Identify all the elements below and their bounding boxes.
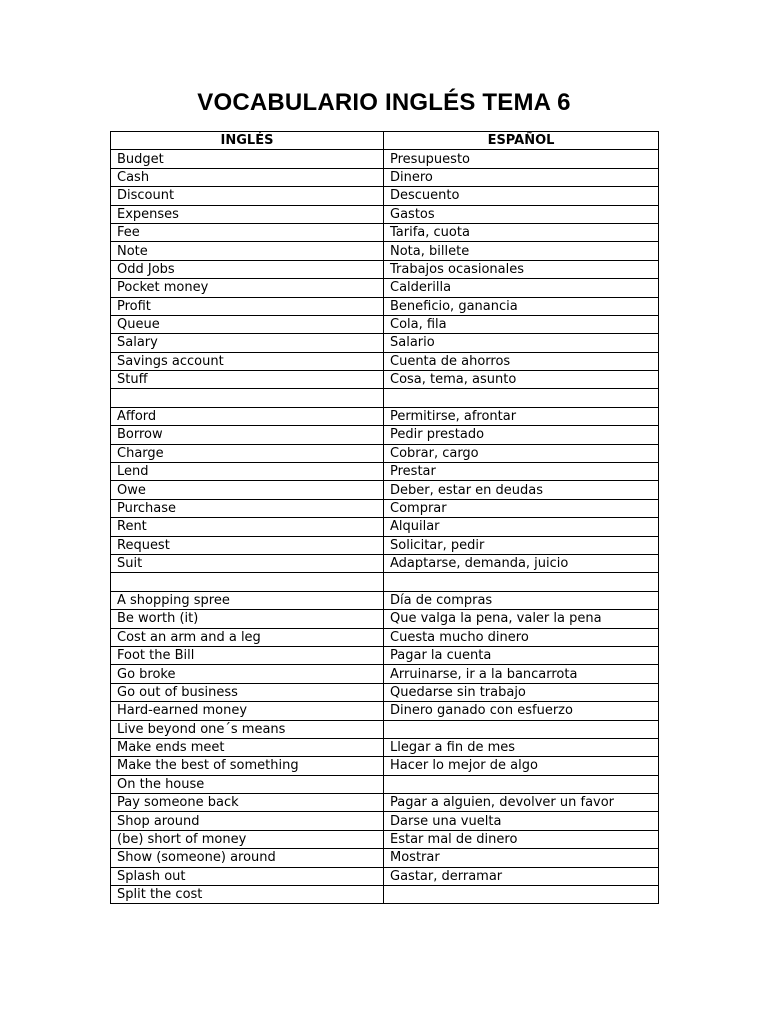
spanish-translation-cell: Adaptarse, demanda, juicio	[384, 554, 659, 572]
english-term-cell: Queue	[111, 315, 384, 333]
spanish-translation-cell: Cobrar, cargo	[384, 444, 659, 462]
english-term-cell: Fee	[111, 223, 384, 241]
english-term-cell: Pocket money	[111, 279, 384, 297]
spanish-translation-cell	[384, 886, 659, 904]
english-term-cell	[111, 389, 384, 407]
spanish-translation-cell: Calderilla	[384, 279, 659, 297]
english-term-cell: Savings account	[111, 352, 384, 370]
table-row	[111, 168, 659, 186]
table-row	[111, 260, 659, 278]
spanish-translation-cell	[384, 573, 659, 591]
english-term-cell: Go broke	[111, 665, 384, 683]
table-row	[111, 573, 659, 591]
table-row	[111, 628, 659, 646]
table-row	[111, 297, 659, 315]
table-row	[111, 407, 659, 425]
english-term-cell: Cost an arm and a leg	[111, 628, 384, 646]
spanish-translation-cell: Dinero ganado con esfuerzo	[384, 702, 659, 720]
english-term-cell: Odd Jobs	[111, 260, 384, 278]
english-term-cell: Go out of business	[111, 683, 384, 701]
english-term-cell: Lend	[111, 463, 384, 481]
spanish-translation-cell: Darse una vuelta	[384, 812, 659, 830]
table-row	[111, 757, 659, 775]
spanish-translation-cell: Pedir prestado	[384, 426, 659, 444]
table-row	[111, 591, 659, 609]
table-row	[111, 775, 659, 793]
table-row	[111, 352, 659, 370]
spanish-translation-cell: Gastos	[384, 205, 659, 223]
spanish-translation-cell: Gastar, derramar	[384, 867, 659, 885]
spanish-translation-cell: Que valga la pena, valer la pena	[384, 610, 659, 628]
table-row	[111, 279, 659, 297]
table-row	[111, 518, 659, 536]
table-row	[111, 738, 659, 756]
spanish-translation-cell: Cosa, tema, asunto	[384, 371, 659, 389]
spanish-translation-cell: Trabajos ocasionales	[384, 260, 659, 278]
spanish-translation-cell: Deber, estar en deudas	[384, 481, 659, 499]
english-term-cell: A shopping spree	[111, 591, 384, 609]
spanish-translation-cell: Pagar la cuenta	[384, 646, 659, 664]
table-row	[111, 444, 659, 462]
english-term-cell: Note	[111, 242, 384, 260]
english-term-cell: Profit	[111, 297, 384, 315]
table-row	[111, 463, 659, 481]
english-term-cell: (be) short of money	[111, 830, 384, 848]
spanish-translation-cell: Prestar	[384, 463, 659, 481]
english-term-cell: Purchase	[111, 499, 384, 517]
english-term-cell: Cash	[111, 168, 384, 186]
english-term-cell: Make the best of something	[111, 757, 384, 775]
table-row	[111, 646, 659, 664]
english-term-cell: Charge	[111, 444, 384, 462]
table-row	[111, 389, 659, 407]
spanish-translation-cell: Descuento	[384, 187, 659, 205]
table-row	[111, 536, 659, 554]
spanish-translation-cell	[384, 775, 659, 793]
table-row	[111, 371, 659, 389]
spanish-translation-cell: Beneficio, ganancia	[384, 297, 659, 315]
table-body	[111, 150, 659, 904]
page-title: VOCABULARIO INGLÉS TEMA 6	[197, 89, 571, 116]
spanish-translation-cell: Cola, fila	[384, 315, 659, 333]
spanish-translation-cell: Arruinarse, ir a la bancarrota	[384, 665, 659, 683]
spanish-translation-cell: Estar mal de dinero	[384, 830, 659, 848]
table-row	[111, 849, 659, 867]
table-row	[111, 554, 659, 572]
table-header-row	[111, 132, 659, 150]
table-row	[111, 720, 659, 738]
english-term-cell	[111, 573, 384, 591]
english-term-cell: Live beyond one´s means	[111, 720, 384, 738]
english-term-cell: Afford	[111, 407, 384, 425]
english-term-cell: Rent	[111, 518, 384, 536]
table-row	[111, 683, 659, 701]
english-term-cell: Stuff	[111, 371, 384, 389]
table-row	[111, 812, 659, 830]
spanish-translation-cell: Salario	[384, 334, 659, 352]
table-row	[111, 702, 659, 720]
english-term-cell: On the house	[111, 775, 384, 793]
table-row	[111, 794, 659, 812]
english-term-cell: Hard-earned money	[111, 702, 384, 720]
table-row	[111, 886, 659, 904]
table-row	[111, 150, 659, 168]
spanish-translation-cell: Hacer lo mejor de algo	[384, 757, 659, 775]
english-term-cell: Discount	[111, 187, 384, 205]
column-header-spanish: ESPAÑOL	[384, 132, 659, 150]
english-term-cell: Budget	[111, 150, 384, 168]
table-row	[111, 315, 659, 333]
spanish-translation-cell: Solicitar, pedir	[384, 536, 659, 554]
table-row	[111, 334, 659, 352]
english-term-cell: Split the cost	[111, 886, 384, 904]
spanish-translation-cell: Pagar a alguien, devolver un favor	[384, 794, 659, 812]
english-term-cell: Suit	[111, 554, 384, 572]
english-term-cell: Be worth (it)	[111, 610, 384, 628]
english-term-cell: Make ends meet	[111, 738, 384, 756]
table-row	[111, 426, 659, 444]
table-row	[111, 187, 659, 205]
vocabulary-table	[110, 131, 659, 904]
spanish-translation-cell: Dinero	[384, 168, 659, 186]
spanish-translation-cell	[384, 389, 659, 407]
spanish-translation-cell: Presupuesto	[384, 150, 659, 168]
english-term-cell: Pay someone back	[111, 794, 384, 812]
english-term-cell: Shop around	[111, 812, 384, 830]
table-row	[111, 205, 659, 223]
spanish-translation-cell: Cuesta mucho dinero	[384, 628, 659, 646]
spanish-translation-cell: Mostrar	[384, 849, 659, 867]
spanish-translation-cell: Quedarse sin trabajo	[384, 683, 659, 701]
column-header-english: INGLÉS	[111, 132, 384, 150]
english-term-cell: Owe	[111, 481, 384, 499]
spanish-translation-cell: Tarifa, cuota	[384, 223, 659, 241]
english-term-cell: Foot the Bill	[111, 646, 384, 664]
table-row	[111, 223, 659, 241]
english-term-cell: Show (someone) around	[111, 849, 384, 867]
spanish-translation-cell: Cuenta de ahorros	[384, 352, 659, 370]
spanish-translation-cell: Nota, billete	[384, 242, 659, 260]
english-term-cell: Salary	[111, 334, 384, 352]
table-row	[111, 867, 659, 885]
spanish-translation-cell: Comprar	[384, 499, 659, 517]
english-term-cell: Request	[111, 536, 384, 554]
table-row	[111, 830, 659, 848]
spanish-translation-cell: Alquilar	[384, 518, 659, 536]
english-term-cell: Borrow	[111, 426, 384, 444]
table-row	[111, 610, 659, 628]
english-term-cell: Splash out	[111, 867, 384, 885]
spanish-translation-cell: Llegar a fin de mes	[384, 738, 659, 756]
table-row	[111, 499, 659, 517]
english-term-cell: Expenses	[111, 205, 384, 223]
spanish-translation-cell: Permitirse, afrontar	[384, 407, 659, 425]
table-row	[111, 481, 659, 499]
spanish-translation-cell	[384, 720, 659, 738]
spanish-translation-cell: Día de compras	[384, 591, 659, 609]
table-row	[111, 242, 659, 260]
table-row	[111, 665, 659, 683]
